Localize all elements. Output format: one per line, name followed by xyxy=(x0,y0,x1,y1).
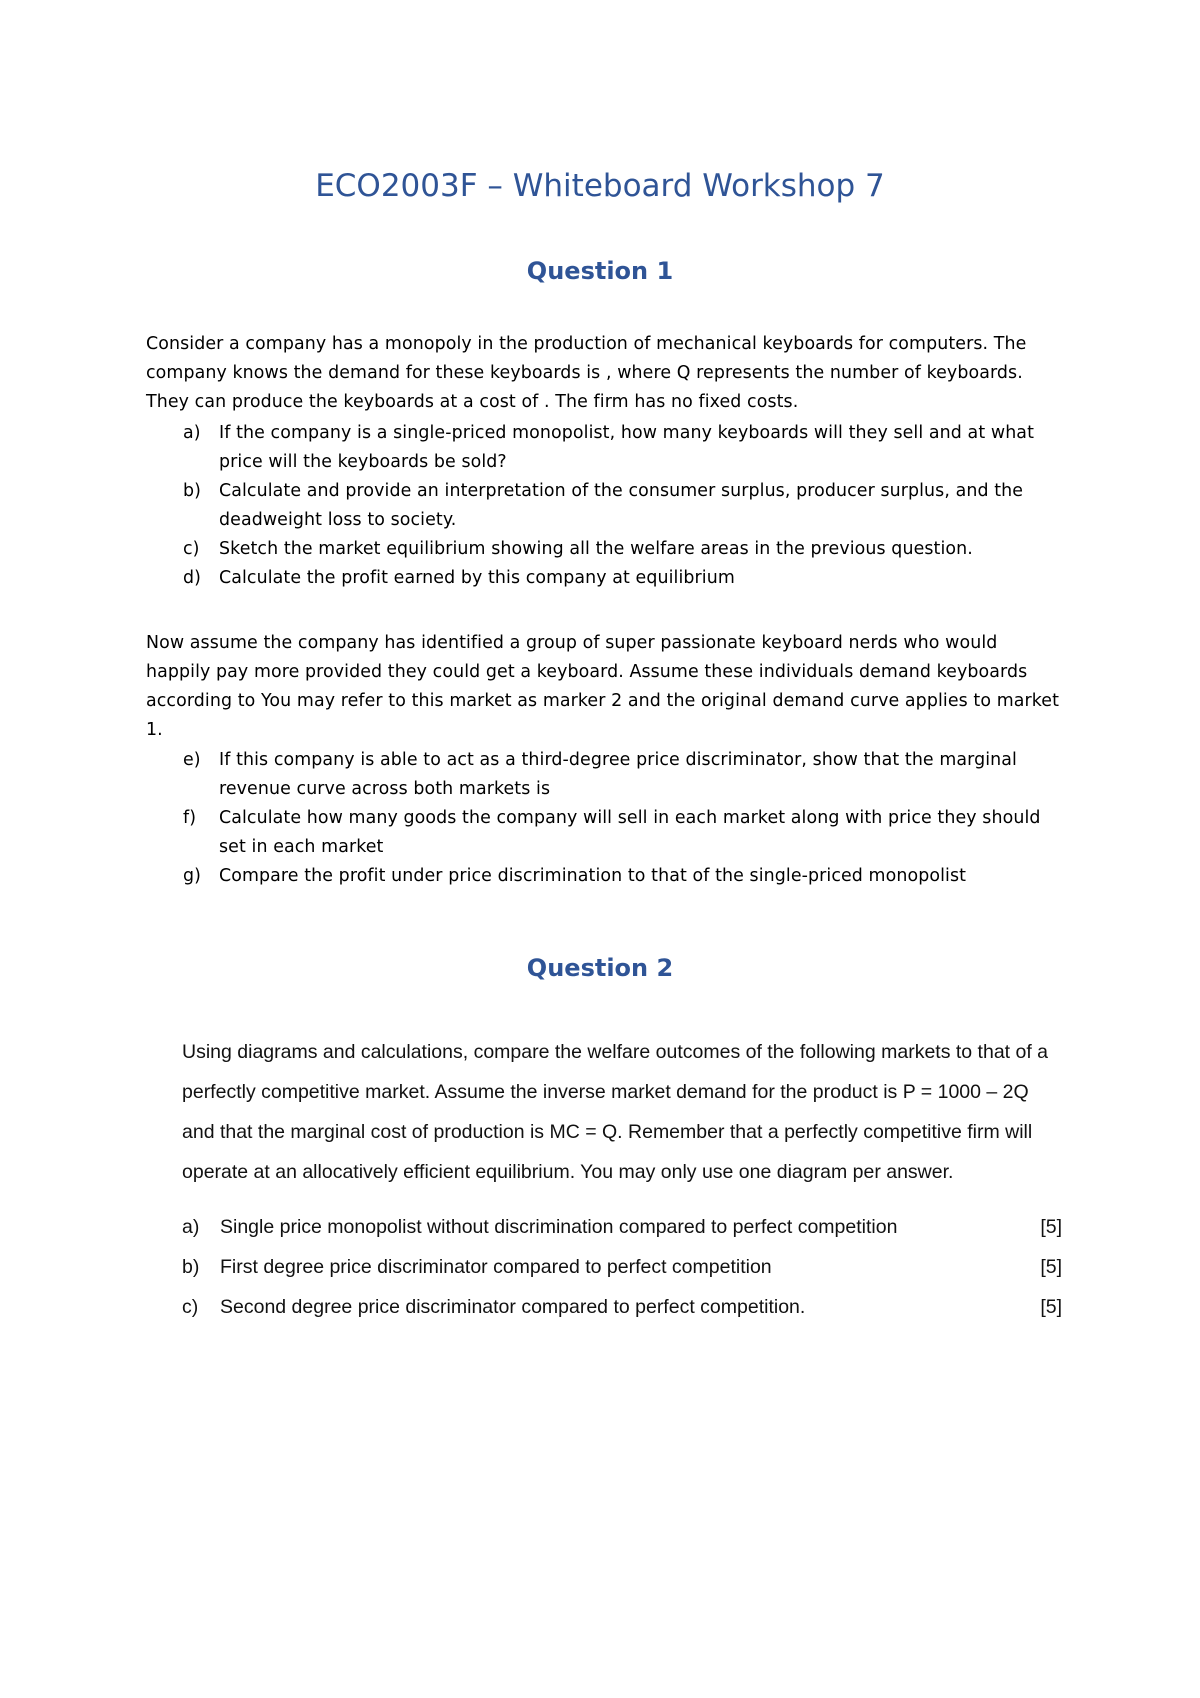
question-2-parts xyxy=(182,1207,1062,1327)
document-title: ECO2003F – Whiteboard Workshop 7 xyxy=(315,168,885,204)
list-item xyxy=(146,477,1066,535)
list-item xyxy=(146,419,1066,477)
list-item xyxy=(146,862,1066,891)
part-text: Second degree price discriminator compared to perfect competition. xyxy=(220,1296,806,1318)
question-1-intro: Consider a company has a monopoly in the production of mechanical keyboards for computers. The company knows the demand for these keyboards is , where Q represents the number of keyboards. They can produce the keyboards at a cost of . The firm has no fixed costs. xyxy=(146,334,1027,413)
list-item xyxy=(146,746,1066,804)
part-text: Calculate how many goods the company will sell in each market along with price they should set in each market xyxy=(219,808,1041,857)
list-item xyxy=(182,1287,1062,1327)
part-label: c) xyxy=(182,1296,199,1318)
part-label: e) xyxy=(183,750,201,770)
part-label: a) xyxy=(182,1216,200,1238)
part-label: f) xyxy=(183,808,197,828)
list-item xyxy=(182,1247,1062,1287)
marks-badge: [5] xyxy=(1040,1256,1062,1278)
part-text: Sketch the market equilibrium showing all the welfare areas in the previous question. xyxy=(219,539,973,559)
list-item xyxy=(146,564,1066,593)
part-text: Calculate the profit earned by this company at equilibrium xyxy=(219,568,735,588)
part-label: a) xyxy=(183,423,201,443)
part-text: First degree price discriminator compared to perfect competition xyxy=(220,1256,772,1278)
marks-badge: [5] xyxy=(1040,1296,1062,1318)
list-item xyxy=(146,804,1066,862)
part-text: Single price monopolist without discrimination compared to perfect competition xyxy=(220,1216,898,1238)
marks-badge: [5] xyxy=(1040,1216,1062,1238)
part-label: c) xyxy=(183,539,200,559)
question-2-heading: Question 2 xyxy=(526,954,674,982)
question-1-parts-a-d xyxy=(146,419,1066,593)
part-text: If the company is a single-priced monopolist, how many keyboards will they sell and at what price will the keyboards be sold? xyxy=(219,423,1034,472)
part-text: Compare the profit under price discrimination to that of the single-priced monopolist xyxy=(219,866,967,886)
question-1-heading: Question 1 xyxy=(526,257,674,285)
question-2-intro: Using diagrams and calculations, compare the welfare outcomes of the following markets to that of a perfectly competitive market. Assume the inverse market demand for the product is P = 1000 – 2Q and that the marginal cost of production is MC = Q. Remember that a perfectly competitive firm will operate at an allocatively efficient equilibrium. You may only use one diagram per answer. xyxy=(182,1041,1049,1183)
part-label: d) xyxy=(183,568,202,588)
part-label: g) xyxy=(183,866,202,886)
list-item xyxy=(182,1207,1062,1247)
part-label: b) xyxy=(182,1256,200,1278)
part-text: Calculate and provide an interpretation of the consumer surplus, producer surplus, and the deadweight loss to society. xyxy=(219,481,1024,530)
question-1-parts-e-g xyxy=(146,746,1066,891)
list-item xyxy=(146,535,1066,564)
part-label: b) xyxy=(183,481,202,501)
question-1-paragraph-2: Now assume the company has identified a group of super passionate keyboard nerds who would happily pay more provided they could get a keyboard. Assume these individuals demand keyboards according to You may refer to this market as marker 2 and the original demand curve applies to market 1. xyxy=(146,633,1060,741)
part-text: If this company is able to act as a third-degree price discriminator, show that the marginal revenue curve across both markets is xyxy=(219,750,1017,799)
